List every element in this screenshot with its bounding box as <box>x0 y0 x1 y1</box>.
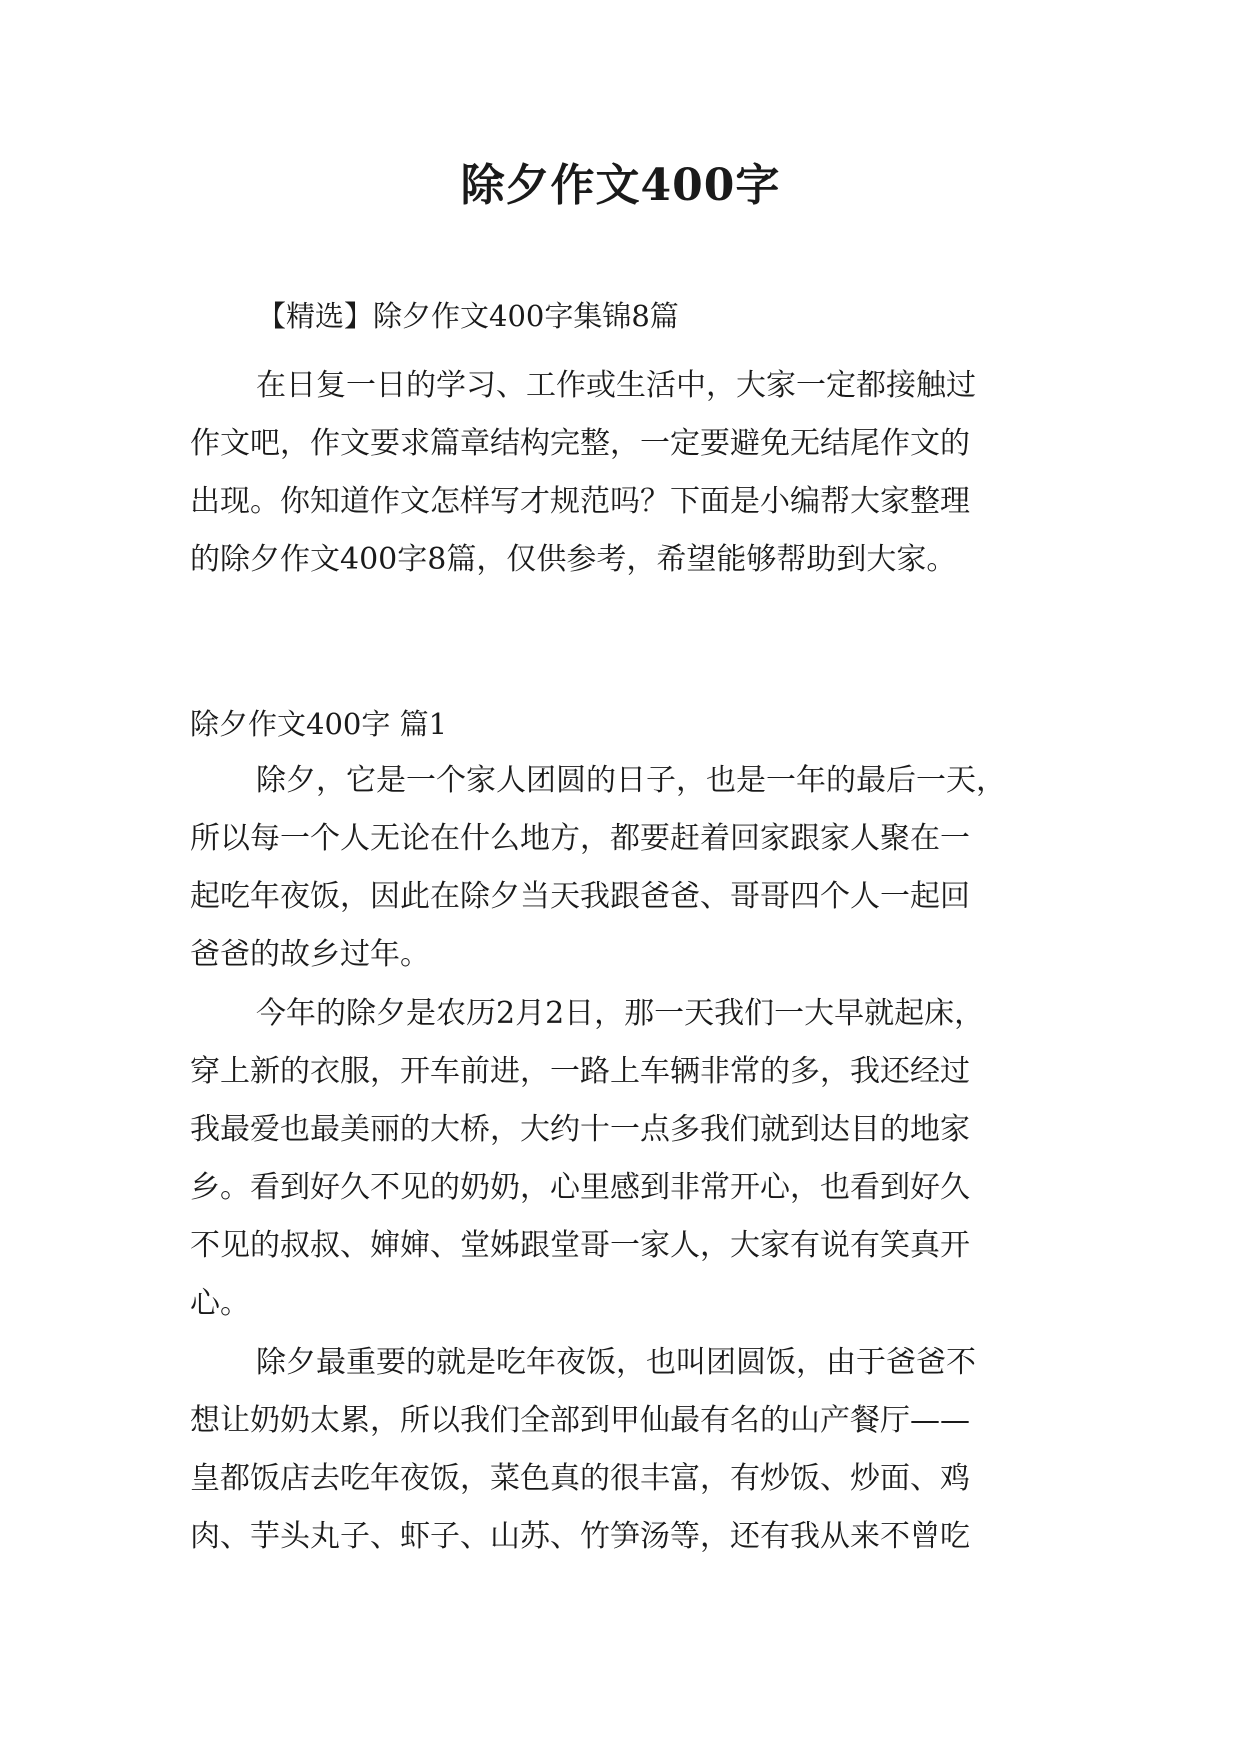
paragraph-line: 不见的叔叔、婶婶、堂姊跟堂哥一家人，大家有说有笑真开 <box>190 1228 970 1263</box>
document-subtitle: 【精选】除夕作文400字集锦8篇 <box>257 299 679 333</box>
body-paragraph-2 <box>190 985 1050 1333</box>
paragraph-line: 起吃年夜饭，因此在除夕当天我跟爸爸、哥哥四个人一起回 <box>190 879 970 914</box>
intro-paragraph <box>190 357 1050 589</box>
paragraph-line: 所以每一个人无论在什么地方，都要赶着回家跟家人聚在一 <box>190 821 970 856</box>
intro-line: 在日复一日的学习、工作或生活中，大家一定都接触过 <box>256 368 976 403</box>
paragraph-line: 肉、芋头丸子、虾子、山苏、竹笋汤等，还有我从来不曾吃 <box>190 1519 970 1554</box>
paragraph-line: 乡。看到好久不见的奶奶，心里感到非常开心，也看到好久 <box>190 1170 970 1205</box>
paragraph-line: 今年的除夕是农历2月2日，那一天我们一大早就起床， <box>256 996 985 1031</box>
paragraph-line: 除夕最重要的就是吃年夜饭，也叫团圆饭，由于爸爸不 <box>256 1345 976 1380</box>
section-heading: 除夕作文400字 篇1 <box>190 707 448 741</box>
paragraph-line: 心。 <box>190 1286 250 1321</box>
paragraph-line: 皇都饭店去吃年夜饭，菜色真的很丰富，有炒饭、炒面、鸡 <box>190 1461 970 1496</box>
intro-line: 的除夕作文400字8篇，仅供参考，希望能够帮助到大家。 <box>190 542 957 577</box>
document-title: 除夕作文400字 <box>460 160 781 211</box>
paragraph-line: 想让奶奶太累，所以我们全部到甲仙最有名的山产餐厅—— <box>190 1403 970 1438</box>
paragraph-line: 爸爸的故乡过年。 <box>190 937 430 972</box>
paragraph-line: 穿上新的衣服，开车前进，一路上车辆非常的多，我还经过 <box>190 1054 970 1089</box>
intro-line: 作文吧，作文要求篇章结构完整，一定要避免无结尾作文的 <box>190 426 970 461</box>
body-paragraph-3 <box>190 1334 1050 1566</box>
intro-line: 出现。你知道作文怎样写才规范吗？下面是小编帮大家整理 <box>190 484 970 519</box>
body-paragraph-1 <box>190 752 1050 984</box>
paragraph-line: 除夕，它是一个家人团圆的日子，也是一年的最后一天， <box>256 763 1006 798</box>
paragraph-line: 我最爱也最美丽的大桥，大约十一点多我们就到达目的地家 <box>190 1112 970 1147</box>
